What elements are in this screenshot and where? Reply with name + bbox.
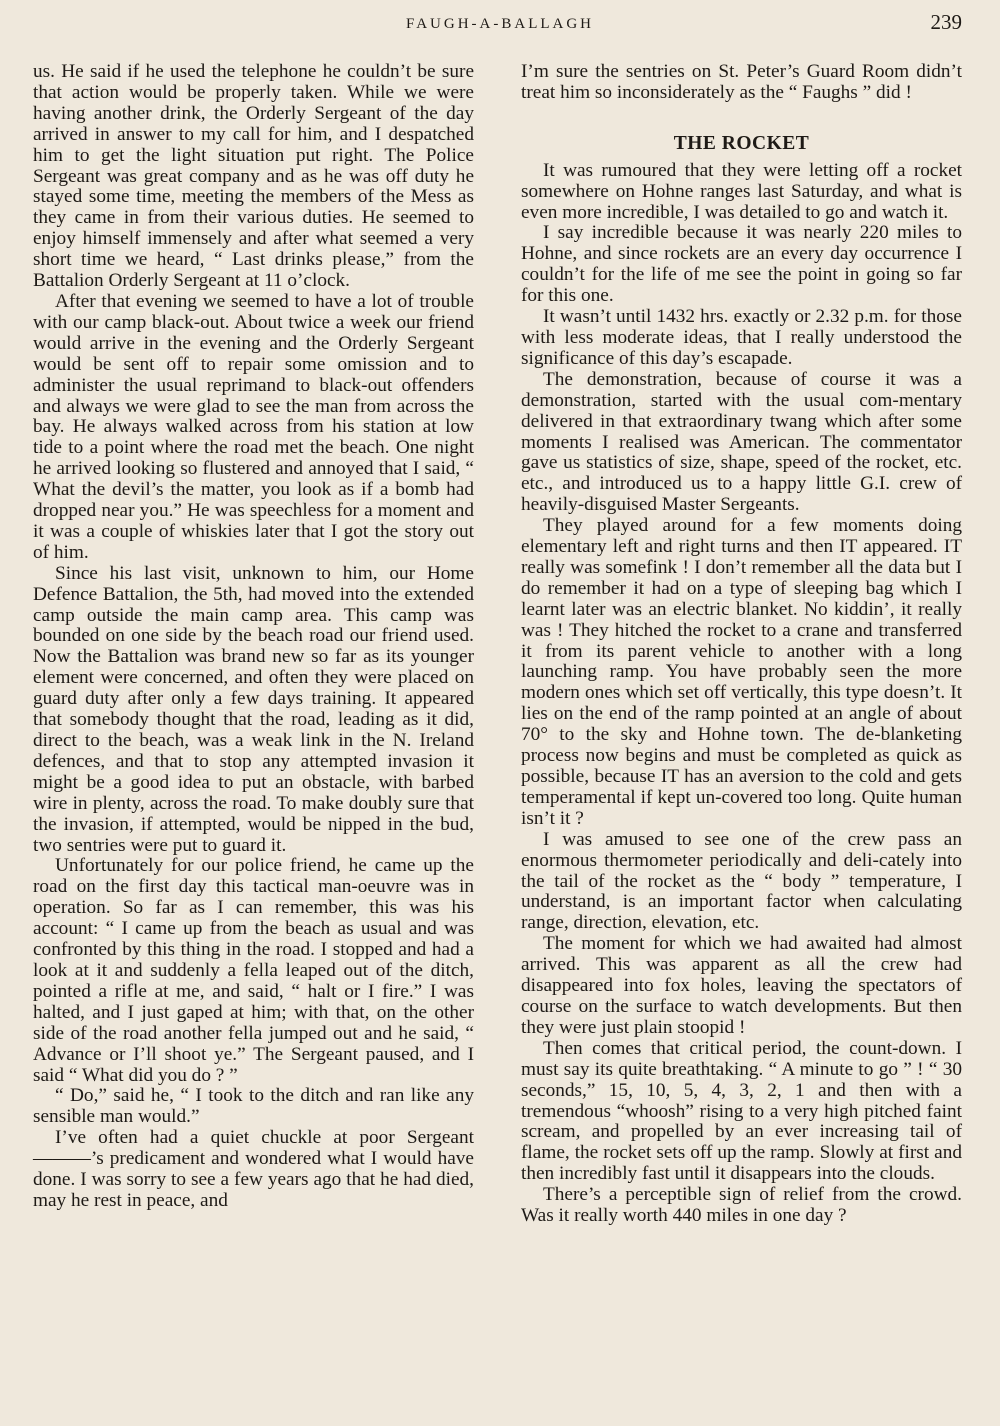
paragraph: Since his last visit, unknown to him, our Home Defence Battalion, the 5th, had moved into the extended camp outside the main camp area. This camp was bounded on one side by the beach road our friend used. Now the Battalion was brand new so far as its younger element were concerned, and often they were placed on guard duty after only a few days training. It appeared that somebody thought that the road, leading as it did, direct to the beach, was a weak link in the N. Ireland defences, and that to stop any attempted invasion it might be a good idea to put an obstacle, with barbed wire in plenty, across the road. To make doubly sure that the invasion, if attempted, would be nipped in the bud, two sentries were put to guard it. <box>33 562 474 856</box>
paragraph: They played around for a few moments doing elementary left and right turns and then IT appeared. IT really was somefink ! I don’t remember all the data but I do remember it had on a type of sleeping bag which I learnt later was an electric blanket. No kiddin’, it really was ! They hitched the rocket to a crane and transferred it from its parent vehicle to another with a long launching ramp. You have probably seen the more modern ones which set off vertically, this type doesn’t. It lies on the end of the ramp pointed at an angle of about 70° to the sky and Hohne town. The de-blanketing process now begins and must be completed as quick as possible, because IT has an aversion to the cold and gets temperamental if kept un-covered too long. Quite human isn’t it ? <box>521 515 962 829</box>
paragraph: I say incredible because it was nearly 220 miles to Hohne, and since rockets are an every day occurrence I couldn’t for the life of me see the point in going so far for this one. <box>521 222 962 307</box>
page-number: 239 <box>930 10 962 34</box>
paragraph: The demonstration, because of course it was a demonstration, started with the usual com-mentary delivered in that extraordinary twang which after some moments I realised was American. The commentator gave us statistics of size, shape, speed of the rocket, etc. etc., and introduced us to a happy little G.I. crew of heavily-disguised Master Sergeants. <box>521 368 962 516</box>
left-column <box>33 62 474 1212</box>
paragraph: It was rumoured that they were letting off a rocket somewhere on Hohne ranges last Saturday, and what is even more incredible, I was detailed to go and watch it. <box>521 159 962 223</box>
continuation-paragraph: I’m sure the sentries on St. Peter’s Guard Room didn’t treat him so inconsiderately as the “ Faughs ” did ! <box>521 61 962 103</box>
paragraph: I’ve often had a quiet chuckle at poor Sergeant ———’s predicament and wondered what I would have done. I was sorry to see a few years ago that he had died, may he rest in peace, and <box>33 1127 474 1211</box>
paragraph: The moment for which we had awaited had almost arrived. This was apparent as all the crew had disappeared into fox holes, leaving the spectators of course on the surface to watch developments. But then they were just plain stoopid ! <box>521 933 962 1038</box>
running-head: FAUGH-A-BALLAGH <box>405 16 595 32</box>
paragraph: Then comes that critical period, the count-down. I must say its quite breathtaking. “ A minute to go ” ! “ 30 seconds,” 15, 10, 5, 4, 3, 2, 1 and then with a tremendous “whoosh” rising to a very high pitched faint scream, and propelled by an ever increasing tail of flame, the rocket sets off up the ramp. Slowly at first and then incredibly fast until it disappears into the clouds. <box>521 1037 962 1185</box>
paragraph: After that evening we seemed to have a lot of trouble with our camp black-out. About twice a week our friend would arrive in the evening and the Orderly Sergeant would be sent off to repair some omission and to administer the usual reprimand to black-out offenders and always we were glad to see the man from across the bay. He always walked across from his station at low tide to a point where the road met the beach. One night he arrived looking so flustered and annoyed that I said, “ What the devil’s the matter, you look as if a bomb had dropped near you.” He was speechless for a moment and it was a couple of whiskies later that I got the story out of him. <box>33 290 474 563</box>
paragraph: There’s a perceptible sign of relief from the crowd. Was it really worth 440 miles in one day ? <box>521 1184 962 1227</box>
paragraph: us. He said if he used the telephone he couldn’t be sure that action would be properly taken. While we were having another drink, the Orderly Sergeant of the day arrived in answer to my call for him, and I despatched him to get the light situation put right. The Police Sergeant was great company and as he was off duty he stayed some time, meeting the members of the Mess as they came in from their various duties. He seemed to enjoy himself immensely and after what seemed a very short time we heard, “ Last drinks please,” from the Battalion Orderly Sergeant at 11 o’clock. <box>33 61 474 292</box>
paragraph: Unfortunately for our police friend, he came up the road on the first day this tactical man-oeuvre was in operation. So far as I can remember, this was his account: “ I came up from the beach as usual and was confronted by this thing in the road. I stopped and had a look at it and suddenly a fella leaped out of the ditch, pointed a rifle at me, and said, “ halt or I fire.” I was halted, and I just gaped at him; with that, on the other side of the road another fella jumped out and he said, “ Advance or I’ll shoot ye.” The Sergeant paused, and I said “ What did you do ? ” <box>33 855 474 1086</box>
page-header <box>32 8 968 42</box>
paragraph: “ Do,” said he, “ I took to the ditch and ran like any sensible man would.” <box>33 1085 474 1128</box>
paragraph: I was amused to see one of the crew pass an enormous thermometer periodically and deli-cately into the tail of the rocket as the “ body ” temperature, I understand, is an important factor when calculating range, direction, elevation, etc. <box>521 828 962 934</box>
section-heading: THE ROCKET <box>673 132 810 154</box>
paragraph: It wasn’t until 1432 hrs. exactly or 2.32 p.m. for those with less moderate ideas, that I really understood the significance of this day’s escapade. <box>521 306 962 369</box>
right-column <box>521 62 962 1227</box>
